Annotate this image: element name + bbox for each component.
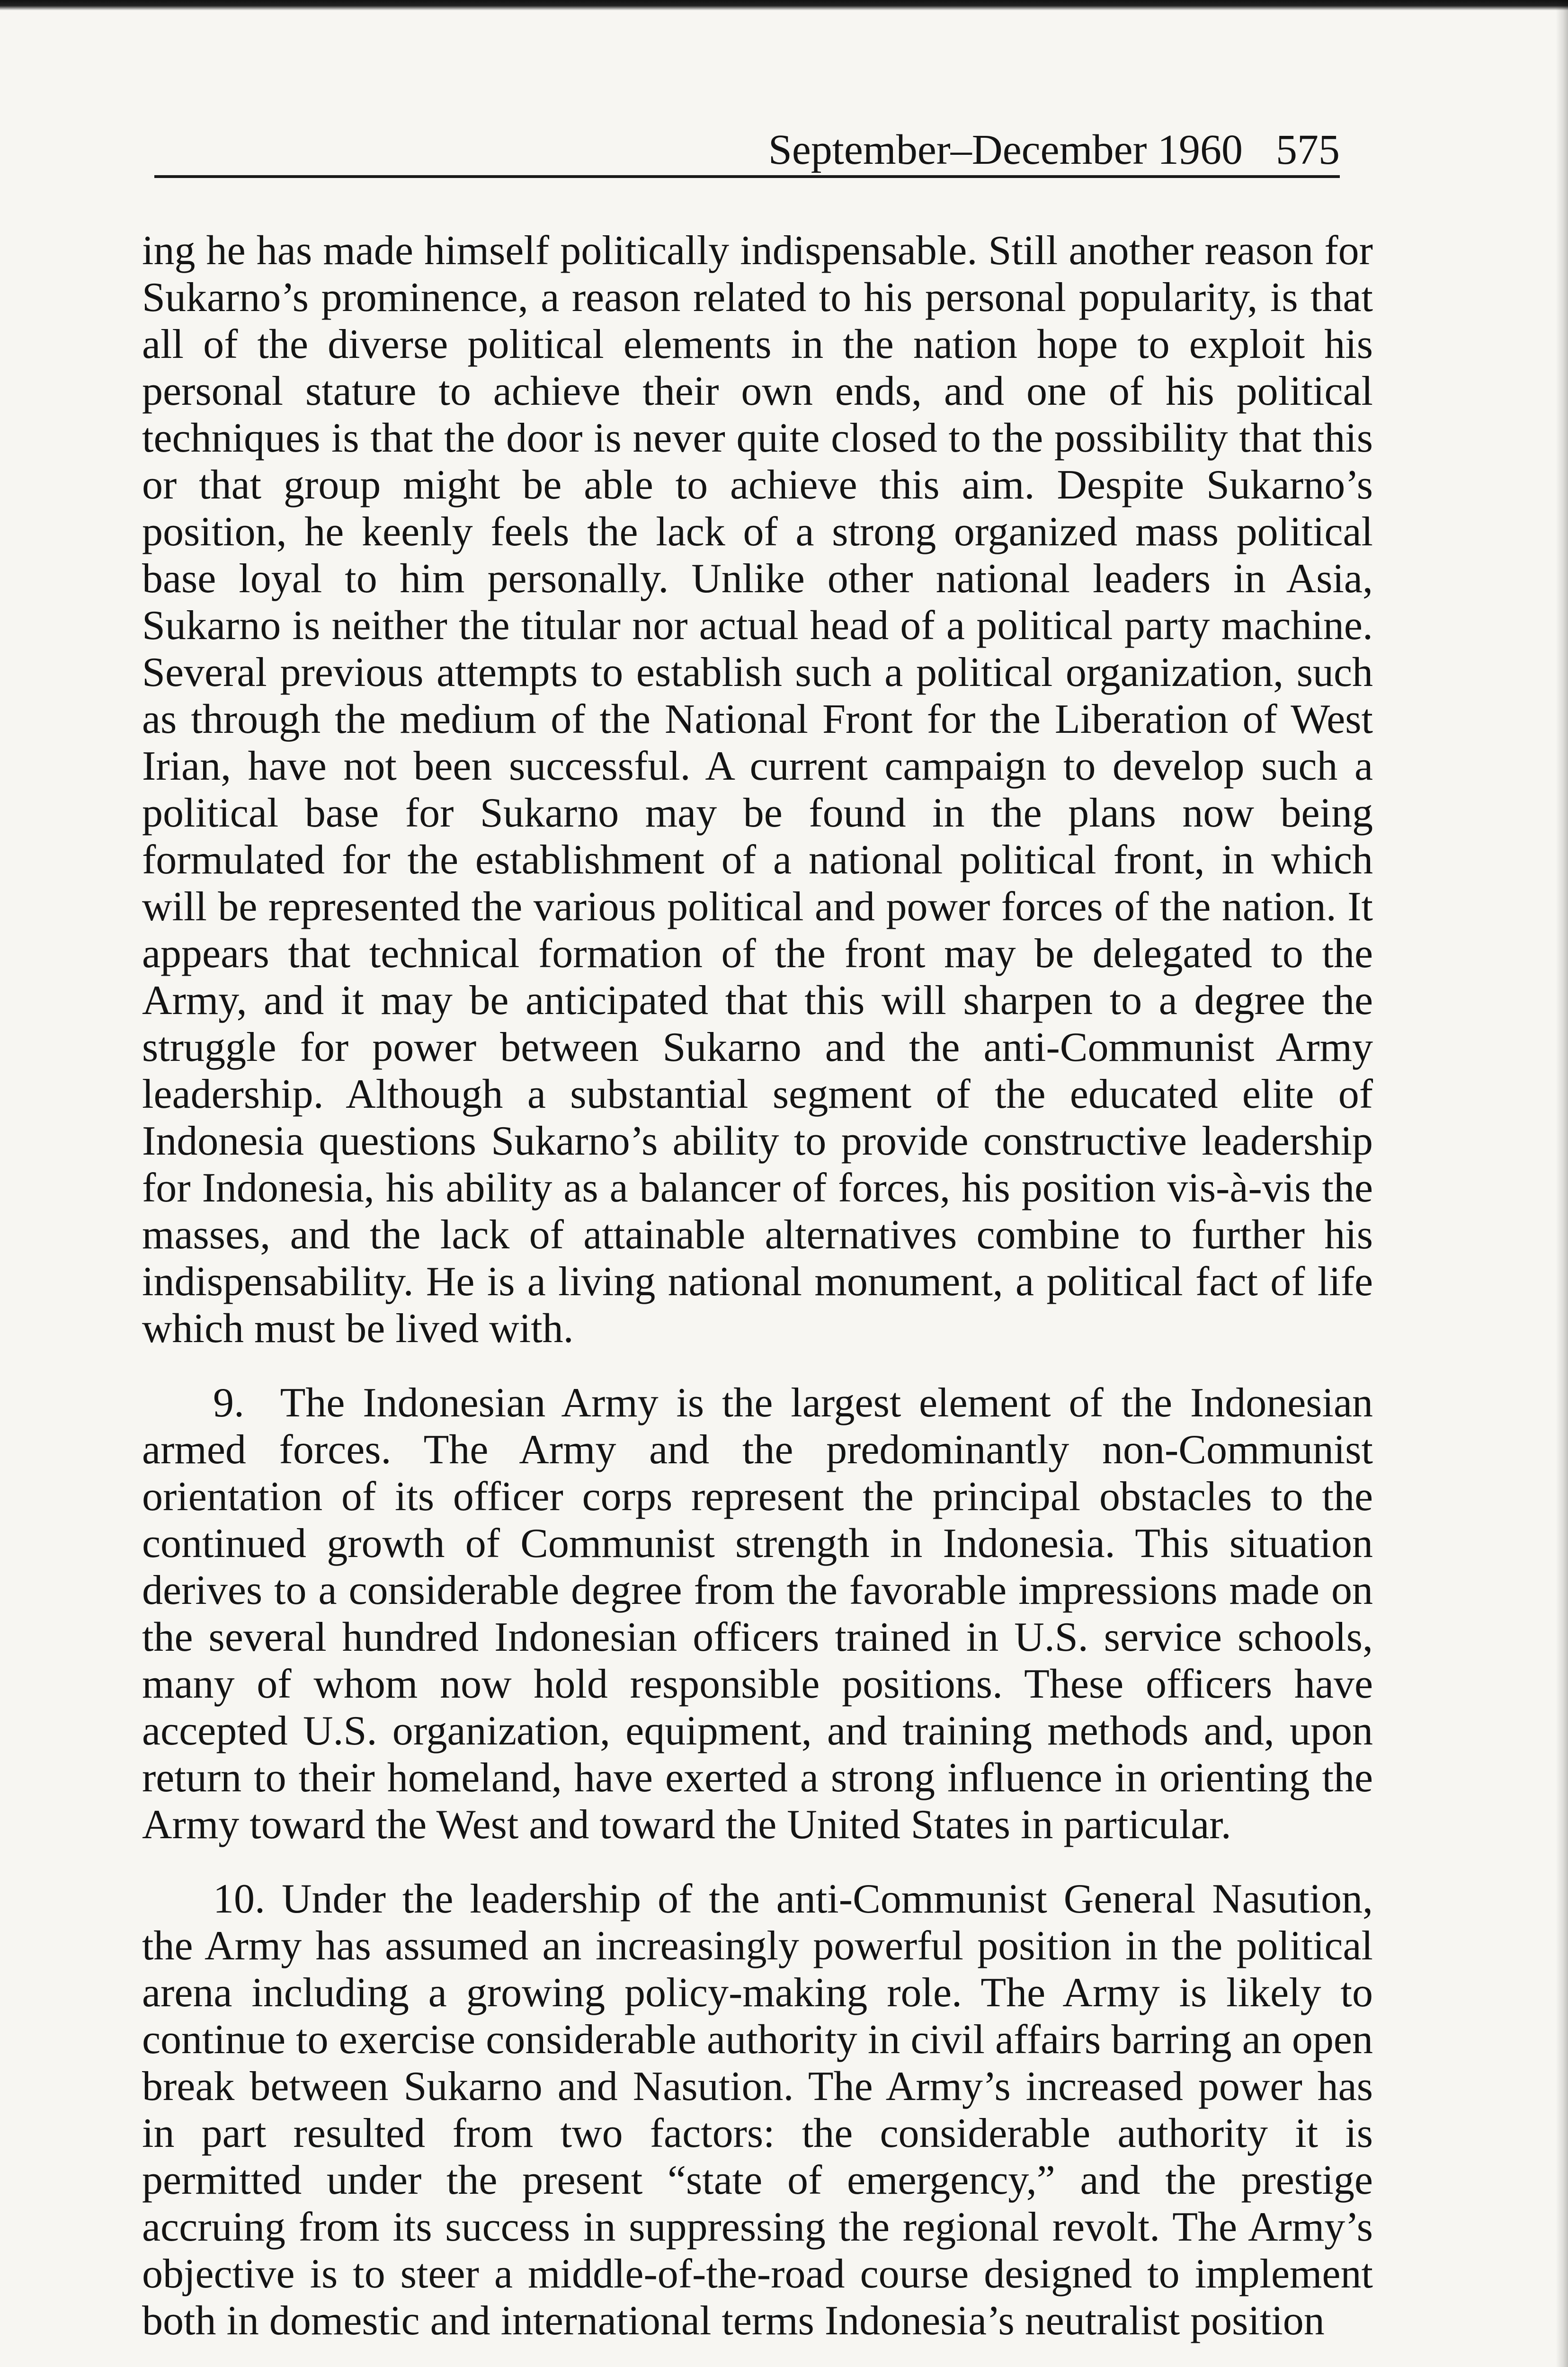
- paragraph-10: [142, 1876, 1373, 2344]
- scan-top-edge: [0, 0, 1568, 10]
- paragraph-text: Under the leadership of the anti-Communist General Nasution, the Army has assumed an increasingly powerful position in the political arena including a growing policy-making role. The Army is likely to continue to exercise considerable authority in civil affairs barring an open break between Sukarno and Nasution. The Army’s increased power has in part resulted from two factors: the considerable authority it is permitted under the present “state of emergency,” and the prestige accruing from its success in suppressing the regional revolt. The Army’s objective is to steer a middle-of-the-road course designed to implement both in domestic and international terms Indonesia’s neutralist position: [142, 1876, 1373, 2344]
- running-head-title: September–December 1960: [768, 126, 1243, 173]
- page-number: 575: [1276, 126, 1340, 173]
- continuation-paragraph: ing he has made himself politically indispensable. Still another reason for Sukarno’s prominence, a reason related to his personal popularity, is that all of the diverse political elements in the nation hope to exploit his personal stature to achieve their own ends, and one of his political techniques is that the door is never quite closed to the possibility that this or that group might be able to achieve this aim. Despite Sukarno’s position, he keenly feels the lack of a strong organized mass political base loyal to him personally. Unlike other national leaders in Asia, Sukarno is neither the titular nor actual head of a political party machine. Several previous attempts to establish such a political organization, such as through the medium of the National Front for the Liberation of West Irian, have not been successful. A current campaign to develop such a political base for Sukarno may be found in the plans now being formulated for the establishment of a national political front, in which will be represented the various political and power forces of the nation. It appears that technical formation of the front may be delegated to the Army, and it may be anticipated that this will sharpen to a degree the struggle for power between Sukarno and the anti-Communist Army leadership. Although a substantial segment of the educated elite of Indonesia questions Sukarno’s ability to provide constructive leadership for Indonesia, his ability as a balancer of forces, his position vis-à-vis the masses, and the lack of attainable alternatives combine to further his indispensability. He is a living national monument, a political fact of life which must be lived with.: [142, 228, 1373, 1352]
- running-head-text: [768, 126, 1340, 173]
- scan-right-edge-shadow: [1556, 0, 1568, 2367]
- body-text: [142, 227, 1373, 2344]
- paragraph-text: The Indonesian Army is the largest element of the Indonesian armed forces. The Army and the predominantly non-Communist orientation of its officer corps represent the principal obstacles to the continued growth of Communist strength in Indonesia. This situation derives to a considerable degree from the favorable impressions made on the several hundred Indonesian officers trained in U.S. service schools, many of whom now hold responsible positions. These officers have accepted U.S. organization, equipment, and training methods and, upon return to their homeland, have exerted a strong influence in orienting the Army toward the West and toward the United States in particular.: [142, 1380, 1373, 1848]
- paragraph-number: 9.: [213, 1380, 244, 1426]
- running-head: [154, 114, 1340, 178]
- paragraph-number: 10.: [213, 1876, 265, 1922]
- document-page: [128, 114, 1378, 2367]
- paragraph-9: [142, 1379, 1373, 1848]
